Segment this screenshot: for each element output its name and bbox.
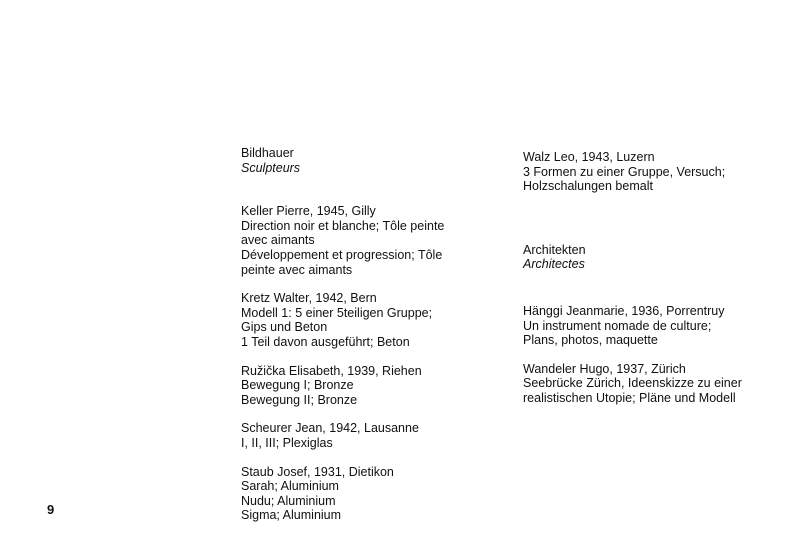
section-heading-architects bbox=[523, 243, 793, 272]
work-line: Un instrument nomade de culture; bbox=[523, 318, 712, 333]
artist-name: Staub Josef, 1931, Dietikon bbox=[241, 464, 394, 479]
artist-name: Walz Leo, 1943, Luzern bbox=[523, 150, 655, 164]
section-subtitle: Sculpteurs bbox=[241, 160, 301, 175]
artist-entry-walz bbox=[523, 150, 793, 194]
artist-name: Keller Pierre, 1945, Gilly bbox=[241, 204, 376, 219]
work-line: Sarah; Aluminium bbox=[241, 479, 339, 494]
artist-entry-keller bbox=[241, 204, 491, 277]
section-title: Architekten bbox=[523, 242, 586, 257]
section-subtitle: Architectes bbox=[523, 257, 585, 272]
work-line: Nudu; Aluminium bbox=[241, 493, 336, 508]
artist-entry-ruzicka bbox=[241, 364, 491, 408]
work-line: Sigma; Aluminium bbox=[241, 508, 342, 523]
section-heading-sculptors bbox=[241, 146, 491, 175]
architect-entry-hanggi bbox=[523, 304, 793, 348]
work-line: Gips und Beton bbox=[241, 320, 328, 335]
architect-entry-wandeler bbox=[523, 362, 793, 406]
work-line: I, II, III; Plexiglas bbox=[241, 435, 333, 450]
right-column bbox=[523, 150, 793, 406]
page-number: 9 bbox=[47, 502, 55, 517]
work-line: Modell 1: 5 einer 5teiligen Gruppe; bbox=[241, 305, 433, 320]
work-line: Plans, photos, maquette bbox=[523, 333, 658, 348]
work-line: Bewegung II; Bronze bbox=[241, 392, 358, 407]
work-line: 1 Teil davon ausgeführt; Beton bbox=[241, 334, 410, 349]
work-line: Développement et progression; Tôle bbox=[241, 247, 443, 262]
work-line: 3 Formen zu einer Gruppe, Versuch; bbox=[523, 164, 726, 179]
work-line: Holzschalungen bemalt bbox=[523, 179, 653, 194]
work-line: peinte avec aimants bbox=[241, 262, 353, 277]
artist-entry-kretz bbox=[241, 291, 491, 349]
artist-name: Ružička Elisabeth, 1939, Riehen bbox=[241, 363, 422, 378]
work-line: avec aimants bbox=[241, 233, 315, 248]
work-line: Seebrücke Zürich, Ideenskizze zu einer bbox=[523, 376, 742, 391]
left-column bbox=[241, 146, 491, 523]
work-line: Direction noir et blanche; Tôle peinte bbox=[241, 218, 445, 233]
architect-name: Wandeler Hugo, 1937, Zürich bbox=[523, 361, 686, 376]
work-line: Bewegung I; Bronze bbox=[241, 378, 354, 393]
section-title: Bildhauer bbox=[241, 146, 294, 160]
architect-name: Hänggi Jeanmarie, 1936, Porrentruy bbox=[523, 303, 725, 318]
artist-entry-staub bbox=[241, 465, 491, 523]
artist-entry-scheurer bbox=[241, 421, 491, 450]
work-line: realistischen Utopie; Pläne und Modell bbox=[523, 390, 736, 405]
artist-name: Kretz Walter, 1942, Bern bbox=[241, 291, 377, 306]
artist-name: Scheurer Jean, 1942, Lausanne bbox=[241, 421, 419, 436]
